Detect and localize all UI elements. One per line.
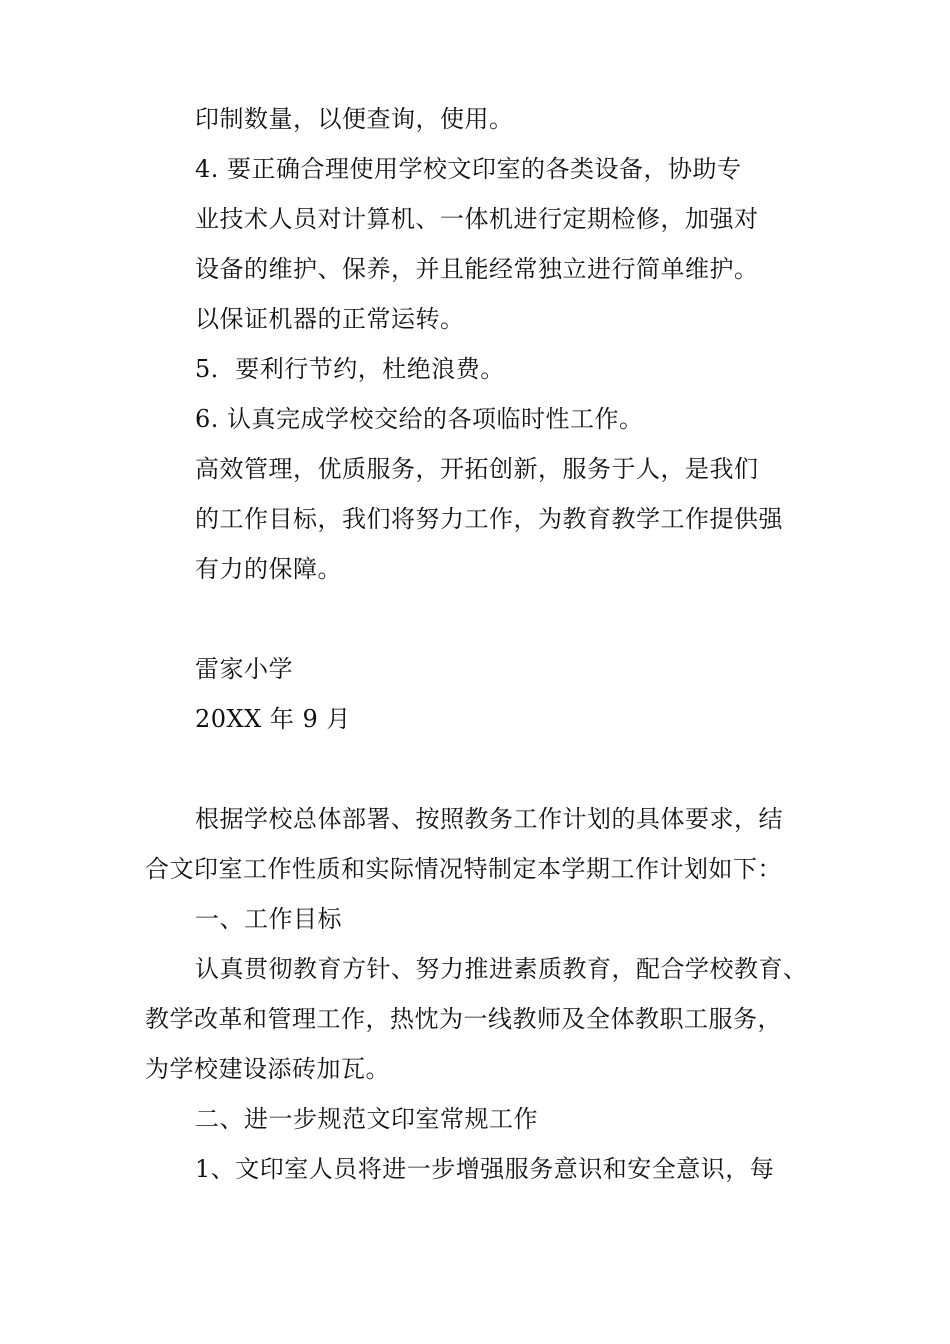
text-line: 4. 要正确合理使用学校文印室的各类设备，协助专: [195, 155, 742, 183]
goal-paragraph-line: 认真贯彻教育方针、努力推进素质教育，配合学校教育、: [195, 955, 808, 983]
intro-paragraph-line: 合文印室工作性质和实际情况特制定本学期工作计划如下：: [145, 855, 782, 883]
text-line: 以保证机器的正常运转。: [195, 305, 465, 333]
text-line: 高效管理，优质服务，开拓创新，服务于人，是我们: [195, 455, 759, 483]
text-line: 设备的维护、保养，并且能经常独立进行简单维护。: [195, 255, 759, 283]
text-line: 5．要利行节约，杜绝浪费。: [195, 355, 505, 383]
section-heading: 一、工作目标: [195, 905, 342, 933]
section-heading: 二、进一步规范文印室常规工作: [195, 1105, 538, 1133]
goal-paragraph-line: 为学校建设添砖加瓦。: [145, 1055, 390, 1083]
text-line: 6. 认真完成学校交给的各项临时性工作。: [195, 405, 644, 433]
text-line: 的工作目标，我们将努力工作，为教育教学工作提供强: [195, 505, 783, 533]
school-name: 雷家小学: [195, 655, 293, 683]
text-line: 有力的保障。: [195, 555, 342, 583]
text-line: 印制数量，以便查询，使用。: [195, 105, 514, 133]
goal-paragraph-line: 教学改革和管理工作，热忱为一线教师及全体教职工服务，: [145, 1005, 782, 1033]
intro-paragraph-line: 根据学校总体部署、按照教务工作计划的具体要求，结: [195, 805, 783, 833]
list-item: 1、文印室人员将进一步增强服务意识和安全意识，每: [195, 1155, 775, 1183]
text-line: 业技术人员对计算机、一体机进行定期检修，加强对: [195, 205, 759, 233]
document-date: 20XX 年 9 月: [195, 705, 351, 733]
